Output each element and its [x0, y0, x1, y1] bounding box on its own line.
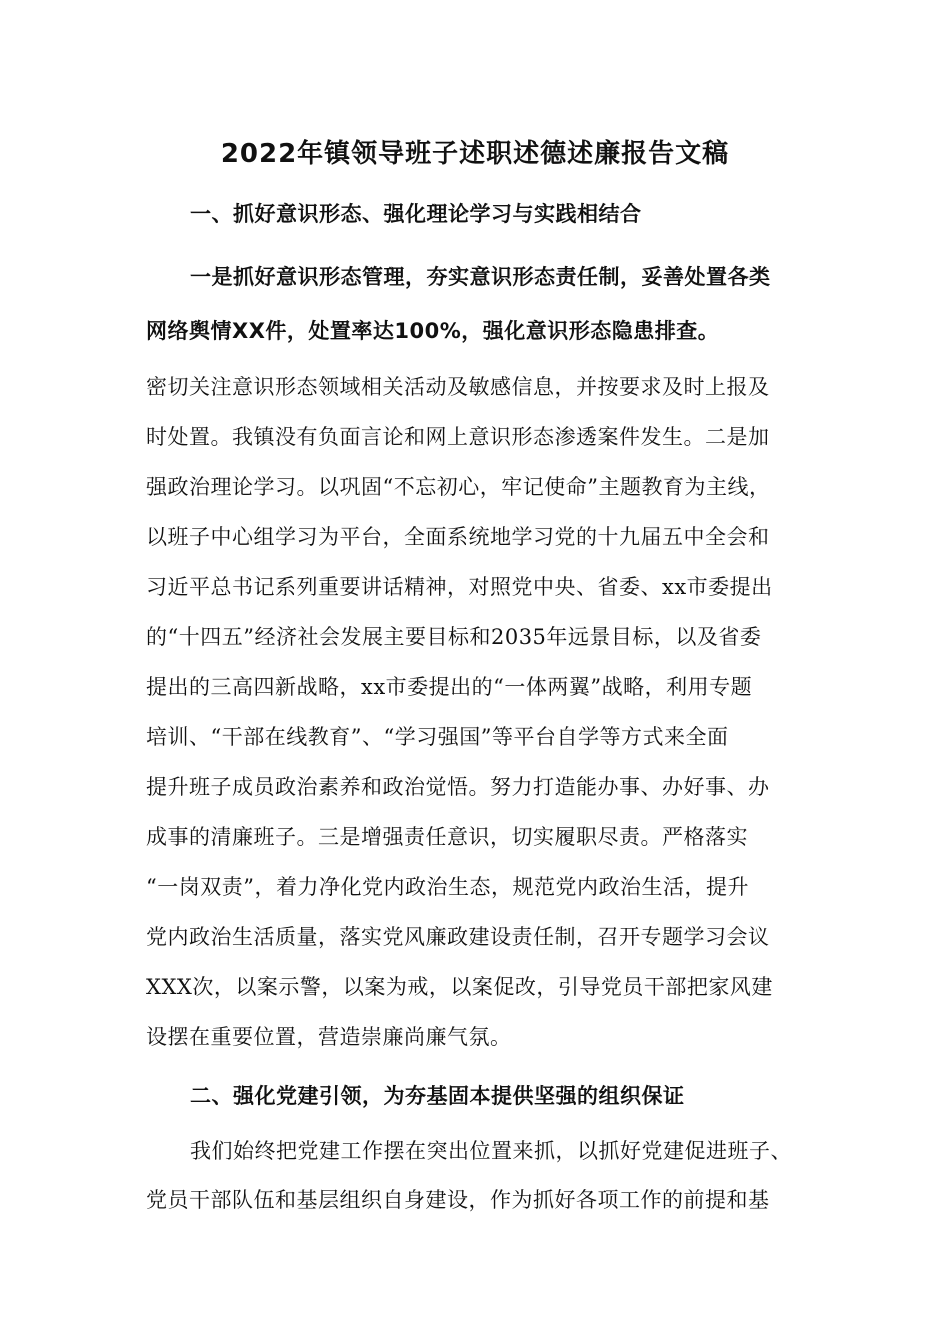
- body-line: 设摆在重要位置，营造崇廉尚廉气氛。: [146, 1025, 512, 1049]
- body-line: 习近平总书记系列重要讲话精神，对照党中央、省委、xx市委提出: [146, 575, 773, 599]
- section1-heading: 一、抓好意识形态、强化理论学习与实践相结合: [190, 202, 642, 226]
- section1-point1-line: 一是抓好意识形态管理，夯实意识形态责任制，妥善处置各类: [190, 265, 771, 289]
- body-line: 成事的清廉班子。三是增强责任意识，切实履职尽责。严格落实: [146, 825, 748, 849]
- body-line: 我们始终把党建工作摆在突出位置来抓，以抓好党建促进班子、: [190, 1139, 792, 1163]
- body-line: 党内政治生活质量，落实党风廉政建设责任制，召开专题学习会议: [146, 925, 770, 949]
- document-title: 2022年镇领导班子述职述德述廉报告文稿: [220, 139, 730, 169]
- body-line: 以班子中心组学习为平台，全面系统地学习党的十九届五中全会和: [146, 525, 770, 549]
- body-line: 党员干部队伍和基层组织自身建设，作为抓好各项工作的前提和基: [146, 1188, 770, 1212]
- body-line: XXX次，以案示警，以案为戒，以案促改，引导党员干部把家风建: [146, 975, 773, 999]
- section2-heading: 二、强化党建引领，为夯基固本提供坚强的组织保证: [190, 1084, 685, 1108]
- body-line: 密切关注意识形态领域相关活动及敏感信息，并按要求及时上报及: [146, 375, 770, 399]
- body-line: 提升班子成员政治素养和政治觉悟。努力打造能办事、办好事、办: [146, 775, 770, 799]
- body-line: 强政治理论学习。以巩固“不忘初心，牢记使命”主题教育为主线，: [146, 475, 771, 499]
- body-line: “一岗双责”，着力净化党内政治生态，规范党内政治生活，提升: [146, 875, 749, 899]
- body-line: 培训、“干部在线教育”、“学习强国”等平台自学等方式来全面: [146, 725, 729, 749]
- section1-point1-line: 网络舆情XX件，处置率达100%，强化意识形态隐患排查。: [146, 319, 720, 343]
- body-line: 的“十四五”经济社会发展主要目标和2035年远景目标，以及省委: [146, 625, 762, 649]
- body-line: 时处置。我镇没有负面言论和网上意识形态渗透案件发生。二是加: [146, 425, 770, 449]
- body-line: 提出的三高四新战略，xx市委提出的“一体两翼”战略，利用专题: [146, 675, 753, 699]
